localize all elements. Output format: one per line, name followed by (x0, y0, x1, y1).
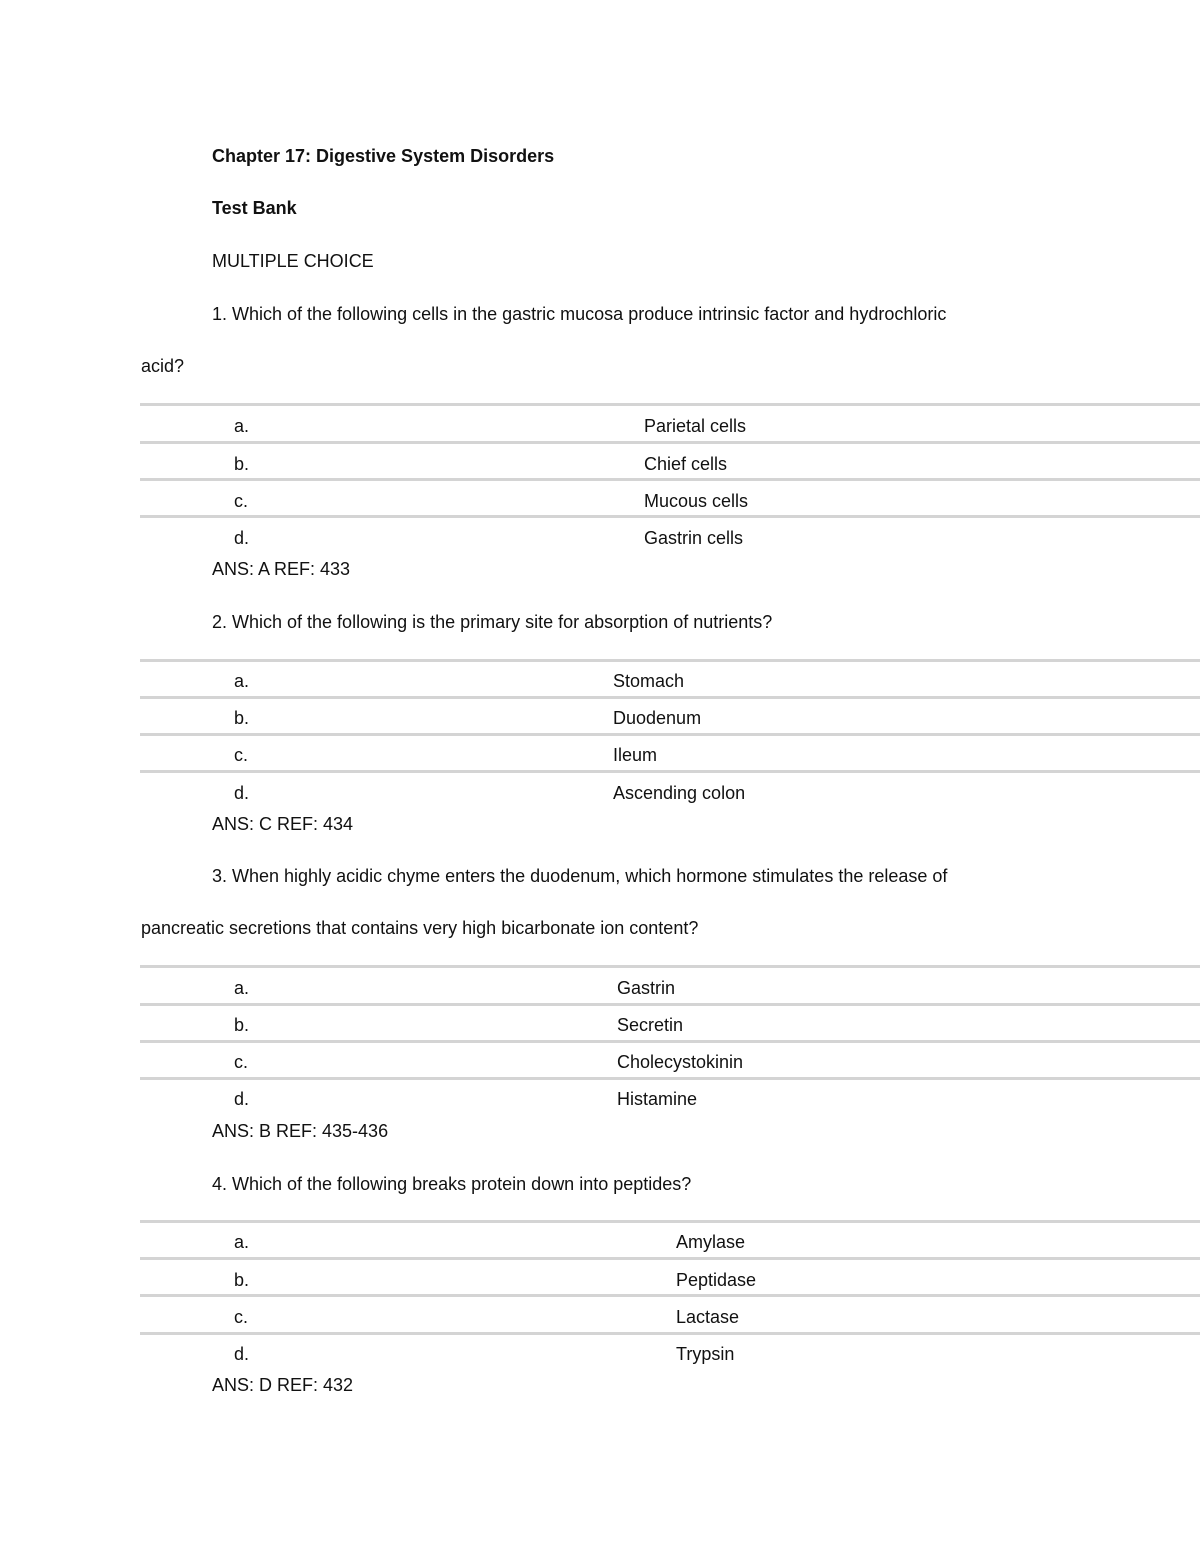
chapter-title: Chapter 17: Digestive System Disorders (212, 146, 555, 166)
option-text: Lactase (676, 1307, 740, 1327)
option-divider (140, 1332, 1200, 1335)
option-letter: c. (234, 491, 249, 511)
option-divider (140, 1257, 1200, 1260)
option-text: Histamine (617, 1089, 698, 1109)
option-divider (140, 1220, 1200, 1223)
option-letter: a. (234, 416, 250, 436)
option-text: Peptidase (676, 1270, 757, 1290)
question-stem: 4. Which of the following breaks protein down into peptides? (212, 1174, 692, 1194)
test-bank-subtitle: Test Bank (212, 198, 297, 218)
option-divider (140, 1077, 1200, 1080)
option-text: Duodenum (613, 708, 702, 728)
section-heading: MULTIPLE CHOICE (212, 251, 374, 271)
option-text: Amylase (676, 1232, 746, 1252)
option-divider (140, 1294, 1200, 1297)
option-text: Gastrin cells (644, 528, 744, 548)
option-divider (140, 659, 1200, 662)
option-letter: a. (234, 1232, 250, 1252)
option-letter: d. (234, 1089, 250, 1109)
option-text: Ascending colon (613, 783, 746, 803)
option-letter: d. (234, 528, 250, 548)
option-letter: b. (234, 708, 250, 728)
question-stem: 3. When highly acidic chyme enters the duodenum, which hormone stimulates the release of (212, 866, 948, 886)
option-letter: b. (234, 1270, 250, 1290)
option-divider (140, 1040, 1200, 1043)
option-text: Secretin (617, 1015, 684, 1035)
option-divider (140, 478, 1200, 481)
option-divider (140, 696, 1200, 699)
option-text: Parietal cells (644, 416, 747, 436)
option-letter: c. (234, 1307, 249, 1327)
option-text: Stomach (613, 671, 685, 691)
answer-key: ANS: C REF: 434 (212, 814, 354, 834)
option-text: Trypsin (676, 1344, 735, 1364)
option-letter: a. (234, 671, 250, 691)
option-divider (140, 965, 1200, 968)
option-text: Chief cells (644, 454, 728, 474)
option-divider (140, 403, 1200, 406)
option-letter: c. (234, 745, 249, 765)
option-letter: c. (234, 1052, 249, 1072)
answer-key: ANS: B REF: 435-436 (212, 1121, 389, 1141)
option-text: Mucous cells (644, 491, 749, 511)
question-stem-continued: pancreatic secretions that contains very high bicarbonate ion content? (141, 918, 699, 938)
option-divider (140, 770, 1200, 773)
option-text: Ileum (613, 745, 658, 765)
option-text: Gastrin (617, 978, 676, 998)
option-text: Cholecystokinin (617, 1052, 744, 1072)
option-divider (140, 441, 1200, 444)
question-stem-continued: acid? (141, 356, 185, 376)
answer-key: ANS: A REF: 433 (212, 559, 351, 579)
question-stem: 2. Which of the following is the primary site for absorption of nutrients? (212, 612, 773, 632)
option-letter: b. (234, 1015, 250, 1035)
question-stem: 1. Which of the following cells in the gastric mucosa produce intrinsic factor and hydrochloric (212, 304, 947, 324)
option-letter: b. (234, 454, 250, 474)
option-letter: a. (234, 978, 250, 998)
option-letter: d. (234, 1344, 250, 1364)
option-letter: d. (234, 783, 250, 803)
option-divider (140, 733, 1200, 736)
option-divider (140, 1003, 1200, 1006)
option-divider (140, 515, 1200, 518)
answer-key: ANS: D REF: 432 (212, 1375, 354, 1395)
